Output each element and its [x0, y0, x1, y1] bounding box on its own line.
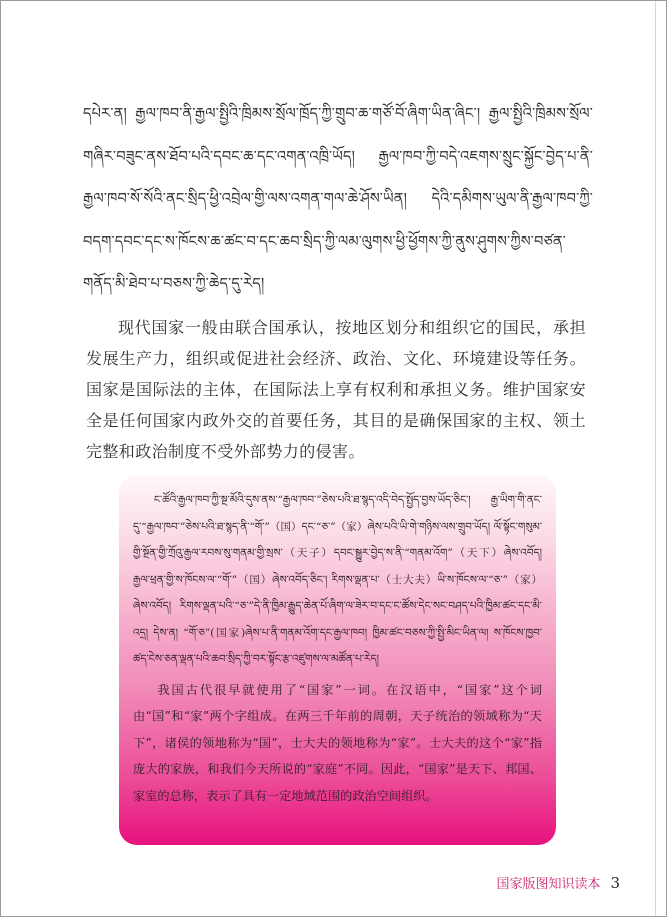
note-chinese-text: 我国古代很早就使用了“国家”一词。在汉语中，“国家”这个词由“国”和“家”两个字组成。在两三千年前的周朝，天子统治的领域称为“天下”，诸侯的领地称为“国”，士大夫的领地称为“家”。士大夫的这个“家”指庞大的家族，和我们今天所说的“家庭”不同。因此，“国家”是天下、邦国、家室的总称，表示了具有一定地域范围的政治空间组织。: [133, 682, 542, 803]
tibetan-text-block: [83, 93, 593, 306]
book-title: 国家版图知识读本: [496, 877, 601, 892]
note-chinese-block: [133, 677, 542, 810]
tibetan-paragraph: དཔེར་ན། རྒྱལ་ཁབ་ནི་རྒྱལ་སྤྱིའི་ཁྲིམས་སྲོལ་ཁྲོད་ཀྱི་གྲུབ་ཆ་གཙོ་བོ་ཞིག་ཡིན་ཞིང་། རྒྱལ་སྤྱིའི་ཁྲིམས་སྲོལ་གཞིར་བཟུང་ནས་ཐོབ་པའི་དབང་ཆ་དང་འགན་འཁྲི་ཡོད། རྒྱལ་ཁབ་ཀྱི་བདེ་འཇགས་སྲུང་སྐྱོང་བྱེད་པ་ནི་རྒྱལ་ཁབ་སོ་སོའི་ནང་སྲིད་ཕྱི་འབྲེལ་གྱི་ལས་འགན་གལ་ཆེ་ཤོས་ཡིན། དེའི་དམིགས་ཡུལ་ནི་རྒྱལ་ཁབ་ཀྱི་བདག་དབང་དང་ས་ཁོངས་ཆ་ཚང་བ་དང་ཆབ་སྲིད་ཀྱི་ལམ་ལུགས་ཕྱི་ཕྱོགས་ཀྱི་ནུས་ཤུགས་ཀྱིས་བཙན་གནོད་མི་ཐེབ་པ་བཅས་ཀྱི་ཆེད་དུ་རེད།: [83, 106, 593, 292]
chinese-paragraph: 现代国家一般由联合国承认，按地区划分和组织它的国民，承担发展生产力，组织或促进社会经济、政治、文化、环境建设等任务。国家是国际法的主体，在国际法上享有权利和承担义务。维护国家安全是任何国家内政外交的首要任务，其目的是确保国家的主权、领土完整和政治制度不受外部势力的侵害。: [86, 318, 586, 461]
note-box: [119, 475, 556, 845]
note-tibetan-text: ང་ཚོའི་རྒྱལ་ཁབ་ཀྱི་སྔ་མོའི་དུས་ནས་“རྒྱལ་ཁབ་”ཅེས་པའི་ཐ་སྙད་འདི་བེད་སྤྱོད་བྱས་ཡོད་ཅིང་། རྒྱ་ཡིག་གི་ནང་དུ་“རྒྱལ་ཁབ་”ཅེས་པའི་ཐ་སྙད་ནི་“གོ་”（国）དང་“ཅ་”（家）ཞེས་པའི་ཡི་གེ་གཉིས་ལས་གྲུབ་ཡོད། ལོ་སྟོང་གསུམ་གྱི་སྔོན་གྱི་ཀྲོའུ་རྒྱལ་རབས་སུ་གནམ་གྱི་སྲས་（天子）དབང་སྒྱུར་བྱེད་ས་ནི་“གནམ་འོག”（天下）ཞེས་འབོད། རྒྱལ་ཕྲན་གྱི་ས་ཁོངས་ལ་“གོ་”（国）ཞེས་འབོད་ཅིང་། རིགས་ལྡན་པ་（士大夫）ཡི་ས་ཁོངས་ལ་“ཅ་”（家）ཞེས་འབོད། རིགས་ལྡན་པའི་“ཅ་”དེ་ནི་ཁྱིམ་རྒྱུད་ཆེན་པོ་ཞིག་ལ་ཟེར་བ་དང་ང་ཚོས་དེང་སང་བཤད་པའི་ཁྱིམ་ཚང་དང་མི་འདྲ། དེས་ན། “གོ་ཅ”(国家)ཞེས་པ་ནི་གནམ་འོག་དང་རྒྱལ་ཁབ། ཁྱིམ་ཚང་བཅས་ཀྱི་སྤྱི་མིང་ཡིན་ལ། ས་ཁོངས་ཁྱབ་ཚད་ངེས་ཅན་ལྡན་པའི་ཆབ་སྲིད་ཀྱི་བར་སྟོང་རྩ་འཛུགས་ལ་མཚོན་པ་རེད།: [133, 494, 542, 665]
note-tibetan-block: [133, 487, 542, 673]
page-footer: [496, 873, 620, 892]
margin-rule: [655, 1, 656, 916]
chinese-text-block: [86, 312, 586, 467]
page-number: 3: [610, 874, 620, 892]
